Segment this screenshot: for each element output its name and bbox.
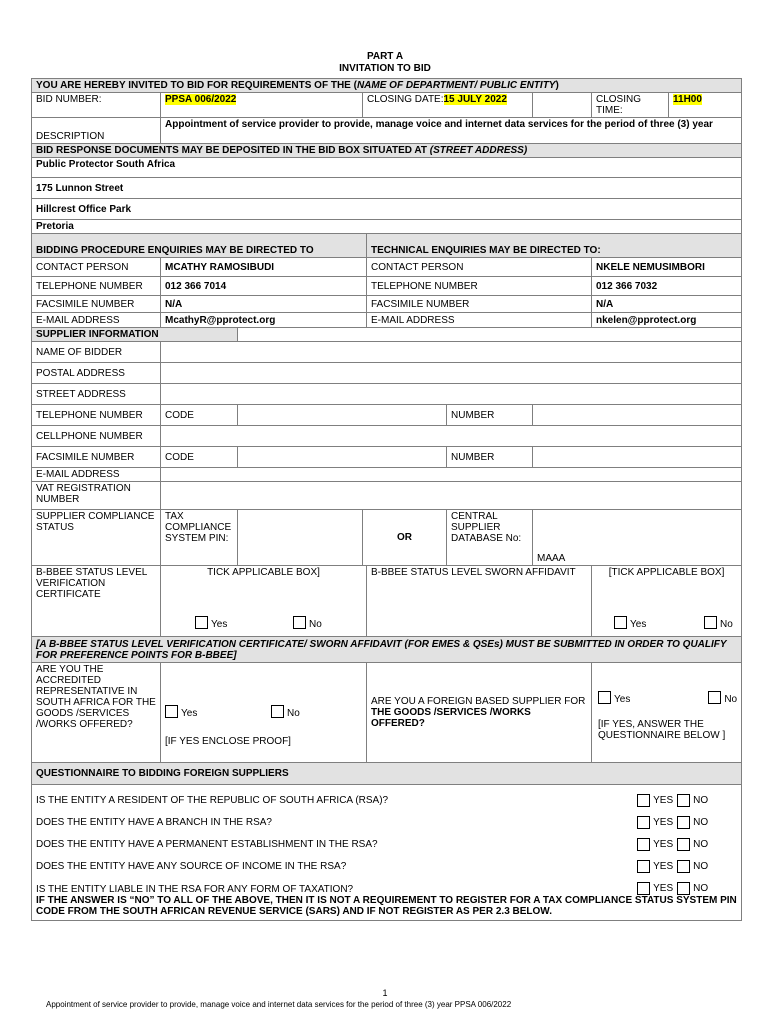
- street-address-field[interactable]: [161, 384, 742, 405]
- checkbox-icon[interactable]: [614, 616, 627, 629]
- cellphone-field[interactable]: [161, 426, 742, 447]
- email-label: E-MAIL ADDRESS: [32, 468, 161, 482]
- question-text: DOES THE ENTITY HAVE ANY SOURCE OF INCOME IN THE RSA?: [36, 860, 347, 872]
- question-row: [36, 833, 737, 855]
- technical-enquiries-heading: TECHNICAL ENQUIRIES MAY BE DIRECTED TO:: [367, 234, 742, 258]
- tech-fax-value: N/A: [592, 296, 742, 313]
- checkbox-icon[interactable]: [677, 860, 690, 873]
- supplier-info-heading: SUPPLIER INFORMATION: [32, 328, 238, 342]
- checkbox-icon[interactable]: [677, 794, 690, 807]
- telephone-number-label: NUMBER: [447, 405, 533, 426]
- tech-contact-value: NKELE NEMUSIMBORI: [592, 258, 742, 277]
- cellphone-label: CELLPHONE NUMBER: [32, 426, 161, 447]
- tech-tel-label: TELEPHONE NUMBER: [367, 277, 592, 296]
- yes-no-options: YES NO: [637, 882, 737, 895]
- invite-banner: YOU ARE HEREBY INVITED TO BID FOR REQUIREMENTS OF THE (NAME OF DEPARTMENT/ PUBLIC ENTITY): [32, 79, 742, 93]
- representative-yes[interactable]: Yes: [165, 705, 197, 719]
- checkbox-icon[interactable]: [708, 691, 721, 704]
- representative-question: ARE YOU THE ACCREDITED REPRESENTATIVE IN SOUTH AFRICA FOR THE GOODS /SERVICES /WORKS OFFERED?: [32, 663, 161, 763]
- bbbee-cert-no[interactable]: No: [293, 616, 322, 630]
- tech-contact-label: CONTACT PERSON: [367, 258, 592, 277]
- bidder-name-field[interactable]: [161, 342, 742, 363]
- tech-email-label: E-MAIL ADDRESS: [367, 313, 592, 328]
- address-line-2: 175 Lunnon Street: [32, 178, 742, 199]
- fax-number-field[interactable]: [533, 447, 742, 468]
- address-line-1: Public Protector South Africa: [32, 158, 742, 178]
- checkbox-icon[interactable]: [677, 816, 690, 829]
- tax-pin-label: TAX COMPLIANCE SYSTEM PIN:: [161, 510, 238, 566]
- yes-no-options: YES NO: [637, 816, 737, 829]
- telephone-code-label: CODE: [161, 405, 238, 426]
- question-text: DOES THE ENTITY HAVE A PERMANENT ESTABLISHMENT IN THE RSA?: [36, 838, 378, 850]
- bid-contact-value: MCATHY RAMOSIBUDI: [161, 258, 367, 277]
- checkbox-icon[interactable]: [293, 616, 306, 629]
- question-row: [36, 855, 737, 877]
- bid-fax-value: N/A: [161, 296, 367, 313]
- vat-field[interactable]: [161, 482, 742, 510]
- question-text: DOES THE ENTITY HAVE A BRANCH IN THE RSA?: [36, 816, 272, 828]
- description-label: DESCRIPTION: [32, 118, 161, 144]
- checkbox-icon[interactable]: [165, 705, 178, 718]
- supplier-heading-blank: [238, 328, 742, 342]
- questionnaire-body: [32, 785, 742, 921]
- postal-address-label: POSTAL ADDRESS: [32, 363, 161, 384]
- bid-email-value: McathyR@pprotect.org: [161, 313, 367, 328]
- bbbee-affidavit-no[interactable]: No: [704, 616, 733, 630]
- bidding-enquiries-heading: BIDDING PROCEDURE ENQUIRIES MAY BE DIRECTED TO: [32, 234, 367, 258]
- checkbox-icon[interactable]: [195, 616, 208, 629]
- bbbee-tick-label-2: [TICK APPLICABLE BOX]: [608, 567, 725, 578]
- page-number: 1: [382, 988, 388, 998]
- bid-tel-label: TELEPHONE NUMBER: [32, 277, 161, 296]
- questionnaire-note: [IF YES, ANSWER THE QUESTIONNAIRE BELOW ]: [598, 719, 726, 741]
- foreign-supplier-question: ARE YOU A FOREIGN BASED SUPPLIER FOR THE GOODS /SERVICES /WORKS OFFERED?: [367, 663, 592, 763]
- fax-number-label: NUMBER: [447, 447, 533, 468]
- tech-fax-label: FACSIMILE NUMBER: [367, 296, 592, 313]
- telephone-code-field[interactable]: [238, 405, 447, 426]
- bbbee-cert-label: B-BBEE STATUS LEVEL VERIFICATION CERTIFICATE: [32, 566, 161, 637]
- address-line-3: Hillcrest Office Park: [32, 199, 742, 220]
- csd-field[interactable]: [533, 510, 742, 566]
- questionnaire-final-note: IF THE ANSWER IS “NO” TO ALL OF THE ABOVE, THEN IT IS NOT A REQUIREMENT TO REGISTER FOR A TAX COMPLIANCE STATUS SYSTEM PIN CODE FROM THE SOUTH AFRICAN REVENUE SERVICE (SARS) AND IF NOT REGISTER AS PER 2.3 BELOW.: [36, 895, 737, 917]
- question-row: [36, 811, 737, 833]
- question-text: IS THE ENTITY A RESIDENT OF THE REPUBLIC OF SOUTH AFRICA (RSA)?: [36, 794, 389, 806]
- bid-email-label: E-MAIL ADDRESS: [32, 313, 161, 328]
- compliance-status-label: SUPPLIER COMPLIANCE STATUS: [32, 510, 161, 566]
- fax-code-label: CODE: [161, 447, 238, 468]
- bid-tel-value: 012 366 7014: [161, 277, 367, 296]
- form-header: [0, 51, 770, 75]
- question-row: [36, 789, 737, 811]
- postal-address-field[interactable]: [161, 363, 742, 384]
- csd-label: CENTRAL SUPPLIER DATABASE No:: [447, 510, 533, 566]
- street-address-label: STREET ADDRESS: [32, 384, 161, 405]
- checkbox-icon[interactable]: [637, 860, 650, 873]
- tech-tel-value: 012 366 7032: [592, 277, 742, 296]
- yes-no-options: YES NO: [637, 860, 737, 873]
- checkbox-icon[interactable]: [677, 882, 690, 895]
- email-field[interactable]: [161, 468, 742, 482]
- part-label: PART A: [366, 51, 404, 62]
- yes-no-options: YES NO: [637, 838, 737, 851]
- foreign-supplier-options: [592, 663, 742, 763]
- closing-time-label: CLOSING TIME:: [592, 93, 669, 118]
- footer-text: Appointment of service provider to provide, manage voice and internet data services for the period of three (3) year PPSA 006/2022: [46, 1000, 512, 1009]
- representative-options: [161, 663, 367, 763]
- closing-time-value: 11H00: [669, 93, 742, 118]
- representative-no[interactable]: No: [271, 705, 300, 719]
- bbbee-cert-yes[interactable]: Yes: [195, 616, 227, 630]
- address-line-4: Pretoria: [32, 220, 742, 234]
- form-title: INVITATION TO BID: [339, 63, 431, 74]
- questionnaire-heading: QUESTIONNAIRE TO BIDDING FOREIGN SUPPLIERS: [32, 763, 742, 785]
- bbbee-affidavit-yes[interactable]: Yes: [614, 616, 646, 630]
- foreign-no[interactable]: No: [708, 691, 737, 705]
- checkbox-icon[interactable]: [637, 794, 650, 807]
- bbbee-cert-options: [161, 566, 367, 637]
- checkbox-icon[interactable]: [598, 691, 611, 704]
- checkbox-icon[interactable]: [271, 705, 284, 718]
- yes-no-options: YES NO: [637, 794, 737, 807]
- maaa-prefix: MAAA: [537, 553, 566, 564]
- bid-fax-label: FACSIMILE NUMBER: [32, 296, 161, 313]
- closing-date-cell: CLOSING DATE:15 JULY 2022: [363, 93, 533, 118]
- bbbee-affidavit-label: B-BBEE STATUS LEVEL SWORN AFFIDAVIT: [367, 566, 592, 637]
- fax-label: FACSIMILE NUMBER: [32, 447, 161, 468]
- tech-email-value: nkelen@pprotect.org: [592, 313, 742, 328]
- deposit-banner: BID RESPONSE DOCUMENTS MAY BE DEPOSITED IN THE BID BOX SITUATED AT (STREET ADDRESS): [32, 144, 742, 158]
- question-row: [36, 877, 737, 895]
- tax-pin-field[interactable]: [238, 510, 363, 566]
- question-text: IS THE ENTITY LIABLE IN THE RSA FOR ANY FORM OF TAXATION?: [36, 884, 354, 895]
- closing-date-blank[interactable]: [533, 93, 592, 118]
- checkbox-icon[interactable]: [637, 882, 650, 895]
- checkbox-icon[interactable]: [677, 838, 690, 851]
- foreign-yes[interactable]: Yes: [598, 691, 630, 705]
- fax-code-field[interactable]: [238, 447, 447, 468]
- telephone-label: TELEPHONE NUMBER: [32, 405, 161, 426]
- bbbee-notice: [A B-BBEE STATUS LEVEL VERIFICATION CERTIFICATE/ SWORN AFFIDAVIT (FOR EMES & QSEs) MUST BE SUBMITTED IN ORDER TO QUALIFY FOR PREFERENCE POINTS FOR B-BBEE]: [32, 637, 742, 663]
- bid-form-table: [31, 78, 742, 921]
- description-value: Appointment of service provider to provide, manage voice and internet data services for the period of three (3) year: [161, 118, 742, 144]
- bid-number-label: BID NUMBER:: [32, 93, 161, 118]
- telephone-number-field[interactable]: [533, 405, 742, 426]
- checkbox-icon[interactable]: [637, 816, 650, 829]
- bid-number-value: PPSA 006/2022: [161, 93, 363, 118]
- or-label: OR: [363, 510, 447, 566]
- vat-label: VAT REGISTRATION NUMBER: [32, 482, 161, 510]
- bbbee-affidavit-options: [592, 566, 742, 637]
- checkbox-icon[interactable]: [704, 616, 717, 629]
- bid-contact-label: CONTACT PERSON: [32, 258, 161, 277]
- bidder-name-label: NAME OF BIDDER: [32, 342, 161, 363]
- bbbee-tick-label: TICK APPLICABLE BOX]: [207, 567, 320, 578]
- checkbox-icon[interactable]: [637, 838, 650, 851]
- enclose-proof-note: [IF YES ENCLOSE PROOF]: [165, 736, 291, 747]
